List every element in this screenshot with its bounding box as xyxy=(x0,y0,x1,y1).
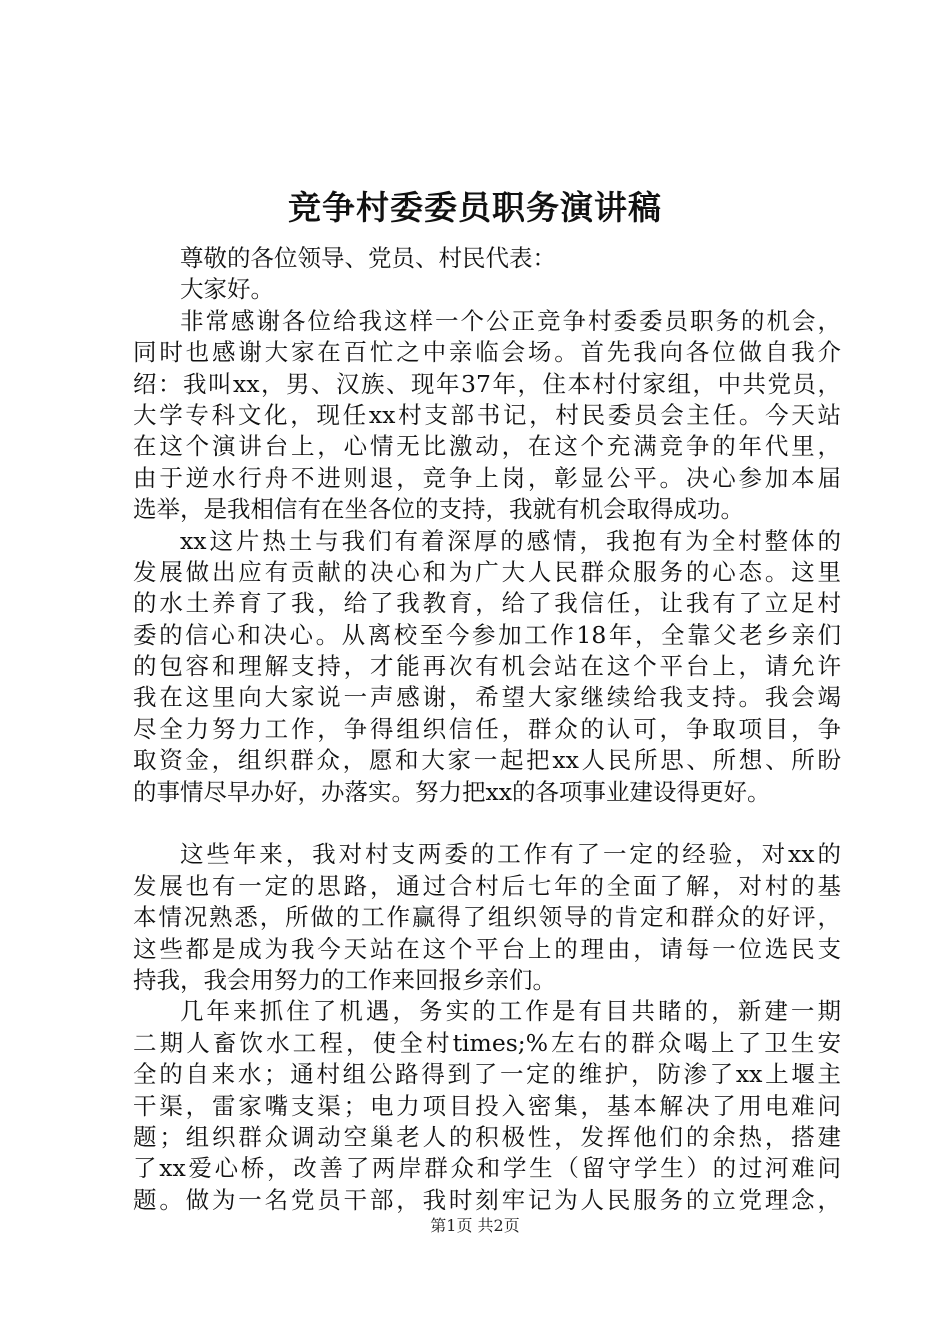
text-line: 二期人畜饮水工程，使全村times;%左右的群众喝上了卫生安 xyxy=(133,1028,841,1057)
document-body xyxy=(133,243,841,1216)
text-line: 选举，是我相信有在坐各位的支持，我就有机会取得成功。 xyxy=(133,495,744,524)
text-line: 非常感谢各位给我这样一个公正竞争村委委员职务的机会， xyxy=(180,306,841,335)
text-line: 在这个演讲台上，心情无比激动，在这个充满竞争的年代里， xyxy=(133,432,841,461)
text-line: 我在这里向大家说一声感谢，希望大家继续给我支持。我会竭 xyxy=(133,683,841,712)
text-line: 大学专科文化，现任xx村支部书记，村民委员会主任。今天站 xyxy=(133,400,841,429)
text-line: 绍：我叫xx，男、汉族、现年37年，住本村付家组，中共党员， xyxy=(133,369,841,398)
text-line: 的事情尽早办好，办落实。努力把xx的各项事业建设得更好。 xyxy=(133,777,771,806)
text-line: 题。做为一名党员干部，我时刻牢记为人民服务的立党理念， xyxy=(133,1185,841,1214)
paragraph-gap xyxy=(133,808,841,839)
text-line: 全的自来水；通村组公路得到了一定的维护，防渗了xx上堰主 xyxy=(133,1060,841,1089)
text-line: 取资金，组织群众，愿和大家一起把xx人民所思、所想、所盼 xyxy=(133,746,841,775)
text-line: xx这片热土与我们有着深厚的感情，我抱有为全村整体的 xyxy=(180,526,841,555)
text-line: 这些年来，我对村支两委的工作有了一定的经验，对xx的 xyxy=(180,840,841,869)
document-title: 竞争村委委员职务演讲稿 xyxy=(288,188,662,227)
text-line: 由于逆水行舟不进则退，竞争上岗，彰显公平。决心参加本届 xyxy=(133,463,841,492)
text-line: 的水土养育了我，给了我教育，给了我信任，让我有了立足村 xyxy=(133,589,841,618)
text-line: 题；组织群众调动空巢老人的积极性，发挥他们的余热，搭建 xyxy=(133,1122,841,1151)
text-line: 发展做出应有贡献的决心和为广大人民群众服务的心态。这里 xyxy=(133,557,841,586)
page-footer: 第1页 共2页 xyxy=(430,1216,520,1235)
text-line: 干渠，雷家嘴支渠；电力项目投入密集，基本解决了用电难问 xyxy=(133,1091,841,1120)
text-line: 这些都是成为我今天站在这个平台上的理由，请每一位选民支 xyxy=(133,934,841,963)
text-line: 尽全力努力工作，争得组织信任，群众的认可，争取项目，争 xyxy=(133,714,841,743)
text-line: 了xx爱心桥，改善了两岸群众和学生（留守学生）的过河难问 xyxy=(133,1154,841,1183)
text-line: 几年来抓住了机遇，务实的工作是有目共睹的，新建一期 xyxy=(180,997,841,1026)
text-line: 持我，我会用努力的工作来回报乡亲们。 xyxy=(133,965,556,994)
text-line: 本情况熟悉，所做的工作赢得了组织领导的肯定和群众的好评， xyxy=(133,903,841,932)
salutation-line: 尊敬的各位领导、党员、村民代表： xyxy=(180,244,556,272)
greeting-line: 大家好。 xyxy=(180,275,274,304)
text-line: 的包容和理解支持，才能再次有机会站在这个平台上，请允许 xyxy=(133,652,841,681)
text-line: 委的信心和决心。从离校至今参加工作18年，全靠父老乡亲们 xyxy=(133,620,841,649)
text-line: 发展也有一定的思路，通过合村后七年的全面了解，对村的基 xyxy=(133,871,841,900)
text-line: 同时也感谢大家在百忙之中亲临会场。首先我向各位做自我介 xyxy=(133,338,841,367)
